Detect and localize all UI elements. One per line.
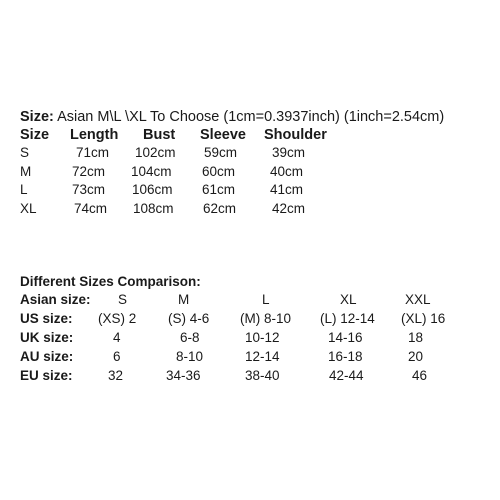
comparison-row-label: UK size:: [20, 330, 74, 345]
length-cell: 72cm: [72, 164, 106, 179]
comparison-row-label: US size:: [20, 311, 73, 326]
bust-cell: 108cm: [133, 201, 174, 216]
shoulder-cell: 40cm: [270, 164, 304, 179]
comparison-cell: 12-14: [245, 349, 280, 364]
comparison-cell: (XL) 16: [401, 311, 446, 326]
bust-header: Bust: [143, 127, 176, 143]
comparison-cell: (M) 8-10: [240, 311, 292, 326]
comparison-cell: 16-18: [328, 349, 363, 364]
comparison-cell: XL: [340, 292, 357, 307]
shoulder-cell: 41cm: [270, 182, 304, 197]
comparison-cell: 18: [408, 330, 424, 345]
comparison-cell: 34-36: [166, 368, 201, 383]
sleeve-cell: 61cm: [202, 182, 236, 197]
length-header: Length: [70, 127, 119, 143]
size-chart-title-label: Size:: [20, 109, 54, 125]
comparison-cell: (L) 12-14: [320, 311, 375, 326]
size-header: Size: [20, 127, 50, 143]
comparison-cell: 10-12: [245, 330, 280, 345]
comparison-cell: XXL: [405, 292, 431, 307]
comparison-cell: 6-8: [180, 330, 200, 345]
comparison-cell: 46: [412, 368, 428, 383]
comparison-row-label: AU size:: [20, 349, 74, 364]
comparison-cell: S: [118, 292, 128, 307]
comparison-row-label: Asian size:: [20, 292, 91, 307]
shoulder-header: Shoulder: [264, 127, 327, 143]
size-cell: M: [20, 164, 32, 179]
comparison-cell: M: [178, 292, 190, 307]
comparison-cell: (S) 4-6: [168, 311, 210, 326]
bust-cell: 104cm: [131, 164, 172, 179]
comparison-title: Different Sizes Comparison:: [20, 274, 201, 289]
size-cell: S: [20, 145, 30, 160]
comparison-cell: 8-10: [176, 349, 204, 364]
sleeve-cell: 62cm: [203, 201, 237, 216]
comparison-cell: 38-40: [245, 368, 280, 383]
comparison-cell: 6: [113, 349, 121, 364]
size-chart-title-text: Asian M\L \XL To Choose (1cm=0.3937inch) (1inch=2.54cm): [53, 109, 445, 125]
length-cell: 73cm: [72, 182, 106, 197]
size-chart-title: [20, 110, 444, 125]
comparison-row-label: EU size:: [20, 368, 73, 383]
comparison-cell: (XS) 2: [98, 311, 137, 326]
sleeve-header: Sleeve: [200, 127, 246, 143]
sleeve-cell: 59cm: [204, 145, 238, 160]
comparison-cell: 42-44: [329, 368, 364, 383]
size-cell: L: [20, 182, 28, 197]
length-cell: 74cm: [74, 201, 108, 216]
comparison-cell: 4: [113, 330, 121, 345]
bust-cell: 102cm: [135, 145, 176, 160]
comparison-cell: L: [262, 292, 270, 307]
length-cell: 71cm: [76, 145, 110, 160]
size-cell: XL: [20, 201, 37, 216]
sleeve-cell: 60cm: [202, 164, 236, 179]
comparison-cell: 32: [108, 368, 124, 383]
shoulder-cell: 42cm: [272, 201, 306, 216]
comparison-cell: 20: [408, 349, 424, 364]
comparison-cell: 14-16: [328, 330, 363, 345]
bust-cell: 106cm: [132, 182, 173, 197]
shoulder-cell: 39cm: [272, 145, 306, 160]
